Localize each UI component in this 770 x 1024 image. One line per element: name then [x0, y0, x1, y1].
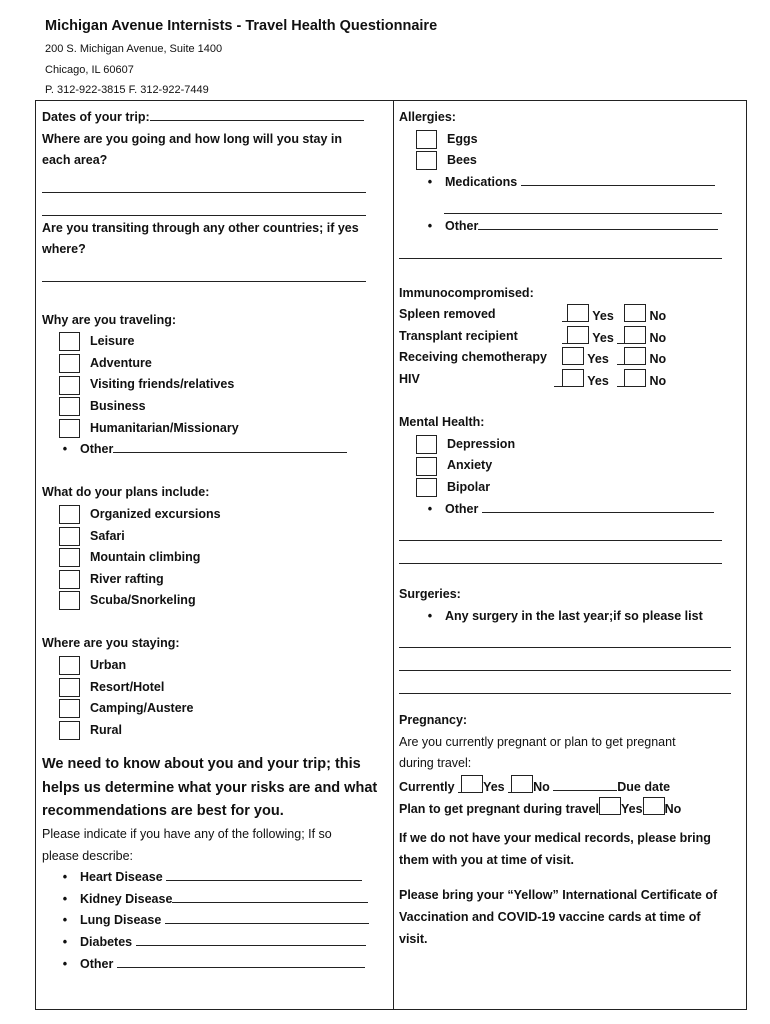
- yes-checkbox[interactable]: [461, 775, 483, 793]
- yes-checkbox[interactable]: [599, 797, 621, 815]
- why-option[interactable]: Humanitarian/Missionary: [42, 418, 382, 440]
- pregnancy-label: Pregnancy:: [399, 713, 468, 728]
- checkbox[interactable]: [59, 527, 80, 546]
- staying-option[interactable]: Camping/Austere: [42, 698, 382, 720]
- pregnancy-question-1: Are you currently pregnant or plan to get pregnant: [399, 734, 676, 749]
- immuno-item-label: Spleen removed: [399, 307, 496, 322]
- mental-other-label: Other: [445, 501, 479, 516]
- immuno-row: Receiving chemotherapy Yes No: [399, 347, 739, 369]
- staying-option[interactable]: Rural: [42, 720, 382, 742]
- phone-fax-line: P. 312-922-3815 F. 312-922-7449: [45, 84, 209, 96]
- records-note-2: them with you at time of visit.: [399, 852, 575, 867]
- checkbox[interactable]: [59, 699, 80, 718]
- condition-label: Lung Disease: [80, 913, 162, 928]
- mental-other-field[interactable]: [482, 499, 714, 513]
- document-header: [45, 18, 437, 101]
- mental-option[interactable]: Anxiety: [399, 455, 739, 477]
- checkbox[interactable]: [59, 656, 80, 675]
- plans-option[interactable]: Mountain climbing: [42, 547, 382, 569]
- checkbox[interactable]: [59, 505, 80, 524]
- allergy-other-line-2[interactable]: [399, 238, 722, 259]
- allergies-label: Allergies:: [399, 110, 456, 124]
- surgery-line-3[interactable]: [399, 673, 731, 694]
- yellow-card-note-2: Vaccination and COVID-19 vaccine cards at time of: [399, 910, 701, 925]
- immuno-item-label: Receiving chemotherapy: [399, 350, 547, 365]
- bullet-icon: •: [427, 501, 433, 516]
- where-going-line-2[interactable]: [42, 195, 366, 216]
- due-date-field[interactable]: [553, 777, 617, 791]
- plans-option[interactable]: Organized excursions: [42, 504, 382, 526]
- form-title: Michigan Avenue Internists - Travel Health Questionnaire: [45, 18, 438, 34]
- bullet-icon: •: [62, 913, 68, 928]
- pregnancy-question-2: during travel:: [399, 756, 472, 771]
- condition-label: Other: [80, 956, 114, 971]
- checkbox[interactable]: [59, 419, 80, 438]
- checkbox[interactable]: [59, 376, 80, 395]
- yellow-card-note-1: Please bring your “Yellow” International Certificate of: [399, 888, 718, 903]
- bullet-icon: •: [62, 870, 68, 885]
- condition-label: Diabetes: [80, 934, 133, 949]
- why-label: Why are you traveling:: [42, 312, 177, 327]
- where-going-label-2: each area?: [42, 153, 108, 168]
- checkbox[interactable]: [59, 548, 80, 567]
- condition-field[interactable]: [117, 954, 365, 968]
- mental-health-label: Mental Health:: [399, 415, 485, 430]
- why-option[interactable]: Adventure: [42, 353, 382, 375]
- dates-label: Dates of your trip:: [42, 110, 150, 124]
- need-to-know-text-3: recommendations are best for you.: [42, 803, 284, 820]
- surgery-item-label: Any surgery in the last year;if so please list: [445, 608, 703, 623]
- medications-label: Medications: [445, 174, 518, 189]
- allergy-option[interactable]: Eggs: [399, 129, 739, 151]
- immuno-row: Spleen removed Yes No: [399, 304, 739, 326]
- questionnaire-form: [35, 100, 747, 1010]
- why-other-label: Other: [80, 442, 114, 457]
- why-option[interactable]: Leisure: [42, 331, 382, 353]
- surgeries-label: Surgeries:: [399, 587, 461, 602]
- transiting-label-2: where?: [42, 242, 86, 257]
- checkbox[interactable]: [59, 354, 80, 373]
- allergy-other-field[interactable]: [478, 216, 718, 230]
- indicate-text-1: Please indicate if you have any of the following; If so: [42, 826, 332, 841]
- plans-option[interactable]: Scuba/Snorkeling: [42, 590, 382, 612]
- surgery-line-2[interactable]: [399, 650, 731, 671]
- immuno-item-label: HIV: [399, 371, 420, 386]
- no-checkbox[interactable]: [511, 775, 533, 793]
- records-note-1: If we do not have your medical records, please bring: [399, 831, 711, 846]
- checkbox[interactable]: [416, 478, 437, 497]
- transiting-label: Are you transiting through any other countries; if yes: [42, 220, 359, 235]
- no-checkbox[interactable]: [624, 369, 646, 387]
- plans-option[interactable]: Safari: [42, 526, 382, 548]
- checkbox[interactable]: [59, 591, 80, 610]
- checkbox[interactable]: [416, 130, 437, 149]
- mental-option[interactable]: Depression: [399, 434, 739, 456]
- surgery-line-1[interactable]: [399, 627, 731, 648]
- checkbox[interactable]: [416, 435, 437, 454]
- bullet-icon: •: [62, 934, 68, 949]
- condition-field[interactable]: [166, 867, 362, 881]
- no-checkbox[interactable]: [624, 326, 646, 344]
- checkbox[interactable]: [416, 457, 437, 476]
- checkbox[interactable]: [59, 570, 80, 589]
- condition-label: Heart Disease: [80, 870, 163, 885]
- condition-field[interactable]: [165, 910, 369, 924]
- transiting-line[interactable]: [42, 261, 366, 282]
- indicate-text-2: please describe:: [42, 848, 134, 863]
- staying-option[interactable]: Urban: [42, 655, 382, 677]
- left-column: [42, 107, 382, 975]
- condition-field[interactable]: [172, 889, 368, 903]
- mental-other-line-2[interactable]: [399, 520, 722, 541]
- checkbox[interactable]: [416, 151, 437, 170]
- why-option[interactable]: Visiting friends/relatives: [42, 374, 382, 396]
- immuno-row: HIV Yes No: [399, 369, 739, 391]
- need-to-know-text-2: helps us determine what your risks are and what: [42, 779, 378, 796]
- address-line-1: 200 S. Michigan Avenue, Suite 1400: [45, 43, 223, 55]
- staying-label: Where are you staying:: [42, 636, 180, 651]
- medications-line-2[interactable]: [444, 193, 722, 214]
- immuno-item-label: Transplant recipient: [399, 328, 518, 343]
- plan-pregnant-row: Plan to get pregnant during travel Yes No: [399, 797, 739, 819]
- where-going-label: Where are you going and how long will you stay in: [42, 131, 343, 146]
- bullet-icon: •: [62, 442, 68, 457]
- no-checkbox[interactable]: [624, 304, 646, 322]
- right-column: [399, 107, 739, 950]
- column-divider: [393, 101, 394, 1009]
- need-to-know-text-1: We need to know about you and your trip; this: [42, 756, 361, 773]
- plans-option[interactable]: River rafting: [42, 569, 382, 591]
- plans-label: What do your plans include:: [42, 485, 210, 500]
- allergy-other-label: Other: [445, 219, 479, 234]
- medications-field[interactable]: [521, 172, 715, 186]
- why-option[interactable]: Business: [42, 396, 382, 418]
- mental-other-line-3[interactable]: [399, 543, 722, 564]
- where-going-line-1[interactable]: [42, 172, 366, 193]
- checkbox[interactable]: [59, 721, 80, 740]
- why-other-field[interactable]: [113, 439, 347, 453]
- dates-field[interactable]: [150, 107, 364, 121]
- yes-checkbox[interactable]: [567, 304, 589, 322]
- address-line-2: Chicago, IL 60607: [45, 63, 134, 76]
- immuno-label: Immunocompromised:: [399, 285, 534, 300]
- staying-option[interactable]: Resort/Hotel: [42, 677, 382, 699]
- checkbox[interactable]: [59, 332, 80, 351]
- currently-pregnant-row: Currently Yes No Due date: [399, 775, 739, 797]
- yes-checkbox[interactable]: [567, 326, 589, 344]
- yes-checkbox[interactable]: [562, 369, 584, 387]
- bullet-icon: •: [62, 956, 68, 971]
- bullet-icon: •: [427, 608, 433, 623]
- no-checkbox[interactable]: [624, 347, 646, 365]
- bullet-icon: •: [62, 891, 68, 906]
- bullet-icon: •: [427, 174, 433, 189]
- immuno-row: Transplant recipient Yes No: [399, 326, 739, 348]
- mental-option[interactable]: Bipolar: [399, 477, 739, 499]
- allergy-option[interactable]: Bees: [399, 150, 739, 172]
- yes-checkbox[interactable]: [562, 347, 584, 365]
- condition-field[interactable]: [136, 932, 366, 946]
- condition-label: Kidney Disease: [80, 891, 173, 906]
- checkbox[interactable]: [59, 678, 80, 697]
- yellow-card-note-3: visit.: [399, 931, 428, 946]
- bullet-icon: •: [427, 219, 433, 234]
- checkbox[interactable]: [59, 397, 80, 416]
- no-checkbox[interactable]: [643, 797, 665, 815]
